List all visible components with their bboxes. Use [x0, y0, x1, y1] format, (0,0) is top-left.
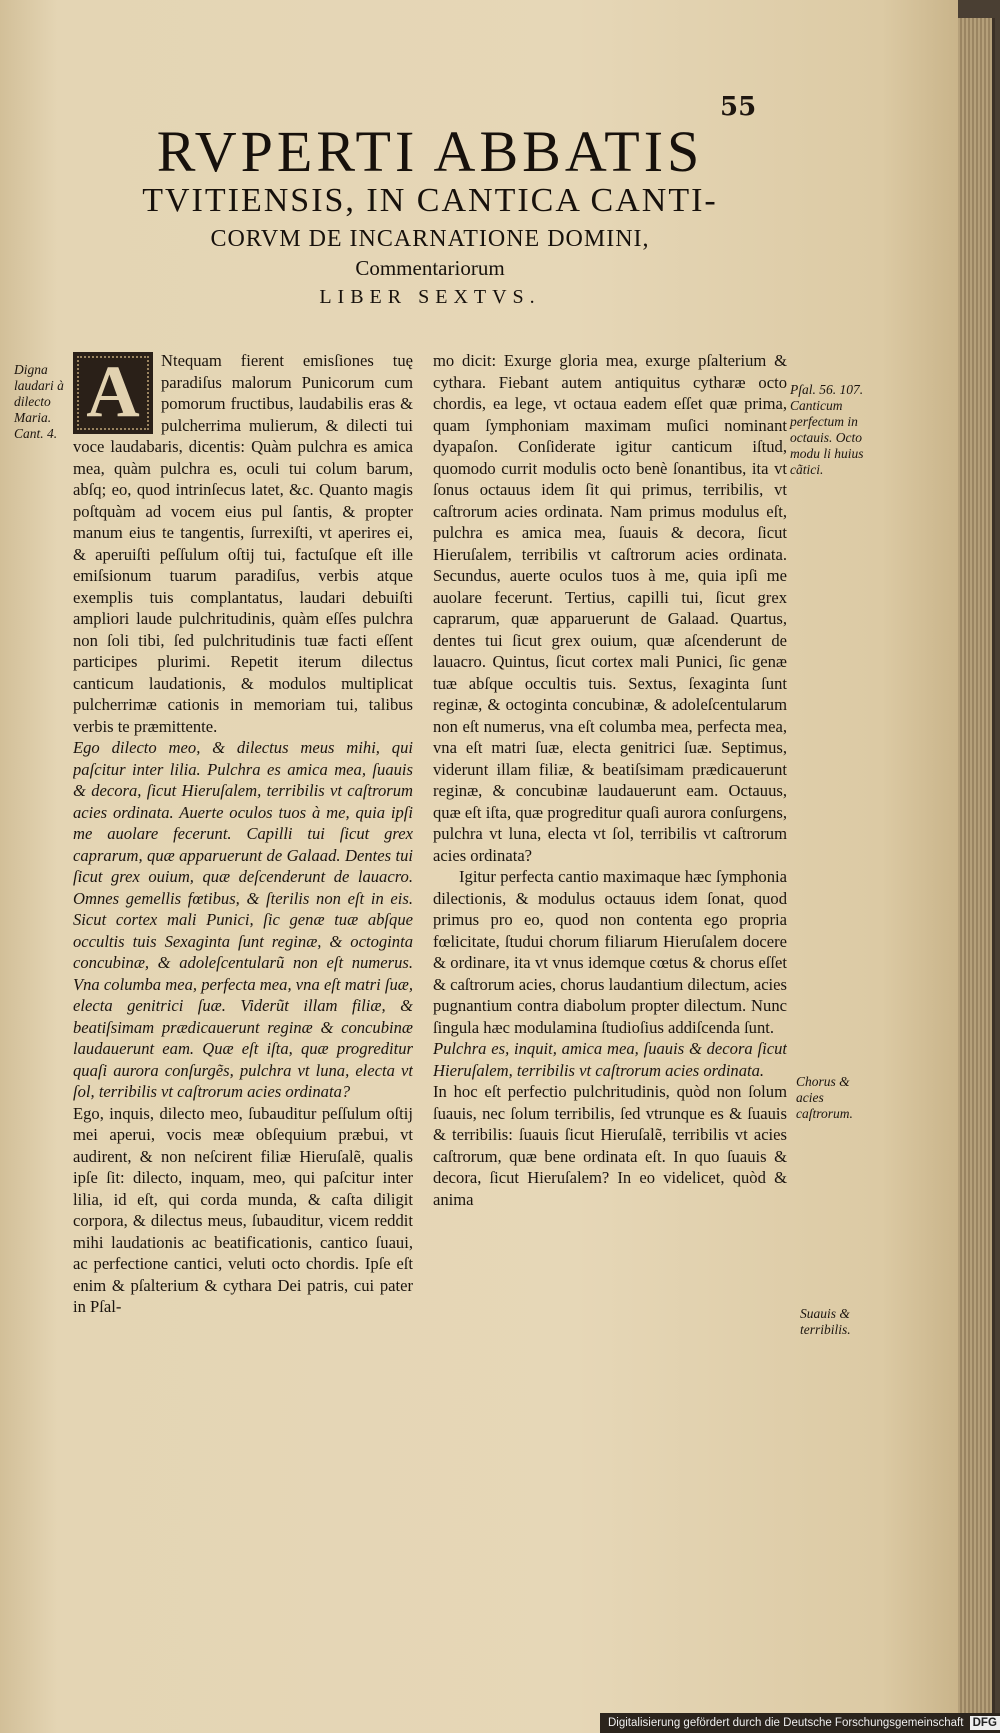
paragraph: Ntequam fierent emisſiones tuę paradiſus malorum Punicorum cum pomorum fructibus, laudabilis eras & pulcherrima mulierum, & dilecti tui voce laudabaris, dicentis: Quàm pulchra es amica mea, quàm pulchra es, oculi tui colum barum, abſq; eo, quod intrinſecus latet, &c. Quanto magis poſtquàm ad vocem eius pul ſantis, & propter manum eius te tangentis, ſurrexiſti, vt aperires ei, & aperuiſti peſſulum oſtij tui, factuſque eſt ille emiſsionum tuarum paradiſus, verbis atque exemplis tuis complantatus, laudari debuiſti ampliori laude pulchritudinis, quàm eſſes pulchra non ſoli tibi, ſed pulchritudinis tuæ facti eſſent participes plurimi. Repetit iterum dilectus canticum laudationis, & modulos multiplicat pulcherrimæ cationis in memoriam tui, talibus verbis te præmittente. [73, 351, 413, 736]
digitization-footer [600, 1713, 1000, 1733]
dfg-logo: DFG [970, 1716, 1000, 1730]
page-stack-edge [958, 18, 995, 1718]
book-subtitle: LIBER SEXTVS. [319, 286, 541, 308]
scripture-quote: Pulchra es, inquit, amica mea, ſuauis & decora ſicut Hieruſalem, terribilis vt caſtrorum acies ordinata. [433, 1039, 787, 1080]
title-line-3: CORVM DE INCARNATIONE DOMINI, [210, 226, 650, 252]
title-line-4: Commentariorum [355, 256, 505, 280]
paragraph: Ego, inquis, dilecto meo, ſubauditur peſſulum oſtij mei aperui, vocis meæ obſequium præbui, vt audirent, & non neſcirent filiæ Hieruſalẽ, qualis ipſe ſit: dilecto, inquam, meo, qui paſcitur inter lilia, id eſt, qui corda munda, & caſta diligit corpora, & dilectus meus, ſubauditur, vicem reddit mihi laudationis ac beatificationis, cantico ſuaui, ac perfectione cantici, veluti octo chordis. Ipſe eſt enim & pſalterium & cythara Dei patris, cui pater in Pſal- [73, 1103, 413, 1316]
paragraph: Igitur perfecta cantio maximaque hæc ſymphonia dilectionis, & modulus octauus idem ſonat, quod primus pro eo, quod non contenta ego propria fœlicitate, ſtudui chorum filiarum Hieruſalem docere & ordinare, ita vt vnus idemque cœtus & chorus eſſet & caſtrorum acies, chorus laudantium dilectum, acies pugnantium contra diabolum propter dilectum. Nunc ſingula hæc modulamina ſtudioſius addiſcenda ſunt. [433, 867, 787, 1037]
title-line-2: TVITIENSIS, IN CANTICA CANTI- [142, 182, 718, 219]
margin-note-left: Digna laudari à dilecto Maria. Cant. 4. [14, 362, 64, 441]
decorated-initial: A [73, 352, 153, 434]
footer-text: Digitalisierung gefördert durch die Deutsche Forschungsgemeinschaft [608, 1717, 964, 1729]
paragraph: In hoc eſt perfectio pulchritudinis, quòd non ſolum ſuauis, nec ſolum terribilis, ſed vtrunque es & ſuauis & terribilis: ſuauis ſicut Hieruſalẽ, terribilis vt acies caſtrorum, quæ bene ordinata eſt. In quo ſuauis & decora, ſicut Hieruſalem? In eo videlicet, quòd & anima [433, 1082, 787, 1209]
left-column [73, 350, 413, 1685]
margin-note-right-1: Pſal. 56. 107. Canticum perfectum in octauis. Octo modu li huius cãtici. [790, 382, 864, 477]
title-line-1: RVPERTI ABBATIS [156, 119, 704, 184]
scripture-quote: Ego dilecto meo, & dilectus meus mihi, qui paſcitur inter lilia. Pulchra es amica mea, ſuauis & decora, ſicut Hieruſalem, terribilis vt caſtrorum acies ordinata. Auerte oculos tuos à me, quia ipſi me auolare fecerunt. Capilli tui ſicut grex caprarum, quæ apparuerunt de Galaad. Dentes tui ſicut grex ouium, quæ deſcenderunt de lauacro. Omnes gemellis fœtibus, & ſterilis non eſt in eis. Sicut cortex mali Punici, ſic genæ tuæ abſque occultis tuis Sexaginta ſunt reginæ, & octoginta concubinæ, & adoleſcentularũ non eſt numerus. Vna columba mea, perfecta mea, vna eſt matri ſuæ, electa genitrici ſuæ. Viderũt illam filiæ, & beatiſsimam prædicauerunt reginæ & concubinæ laudauerunt eam. Quæ eſt iſta, quæ progreditur quaſi aurora conſurgẽs, pulchra vt luna, electa vt ſol, terribilis vt caſtrorum acies ordinata? [73, 738, 413, 1101]
margin-note-right-3: Suauis & terribilis. [800, 1306, 851, 1337]
margin-note-right-2: Chorus & acies caſtrorum. [796, 1074, 853, 1121]
paragraph: mo dicit: Exurge gloria mea, exurge pſalterium & cythara. Fiebant autem antiquitus cytharæ octo chordis, ea lege, vt octaua eadem eſſet quæ prima, quam ſymphoniam maximam muſici nominant dyapaſon. Conſiderate igitur canticum iſtud, quomodo currit modulis octo benè ſonantibus, ita vt ſonus octauus idem ſit qui primus, terribilis, vt caſtrorum acies ordinata. Nam primus modulus eſt, pulchra es amica mea, ſuauis & decora, ſicut Hieruſalem, terribilis vt caſtrorum acies ordinata. Secundus, auerte oculos tuos à me, quia ipſi me auolare fecerunt. Tertius, capilli tui, ſicut grex caprarum, quæ apparuerunt de Galaad. Quartus, dentes tui ſicut grex ouium, quæ aſcenderunt de lauacro. Quintus, ſicut cortex mali Punici, ſic genæ tuæ abſque occultis tuis. Sextus, ſexaginta ſunt reginæ, & octoginta concubinæ, & adoleſcentularum non eſt numerus, vna eſt columba mea, perfecta mea, vna eſt matri ſuæ, electa genitrici ſuæ. Septimus, viderunt illam filiæ, & beatiſsimam prædicauerunt reginæ, & concubinæ laudauerunt eam. Octauus, quæ eſt iſta, quæ progreditur quaſi aurora conſurgens, pulchra vt luna, electa vt ſol, terribilis vt caſtrorum acies ordinata? [433, 351, 787, 865]
right-column [433, 350, 787, 1685]
page-number: 55 [720, 92, 757, 122]
